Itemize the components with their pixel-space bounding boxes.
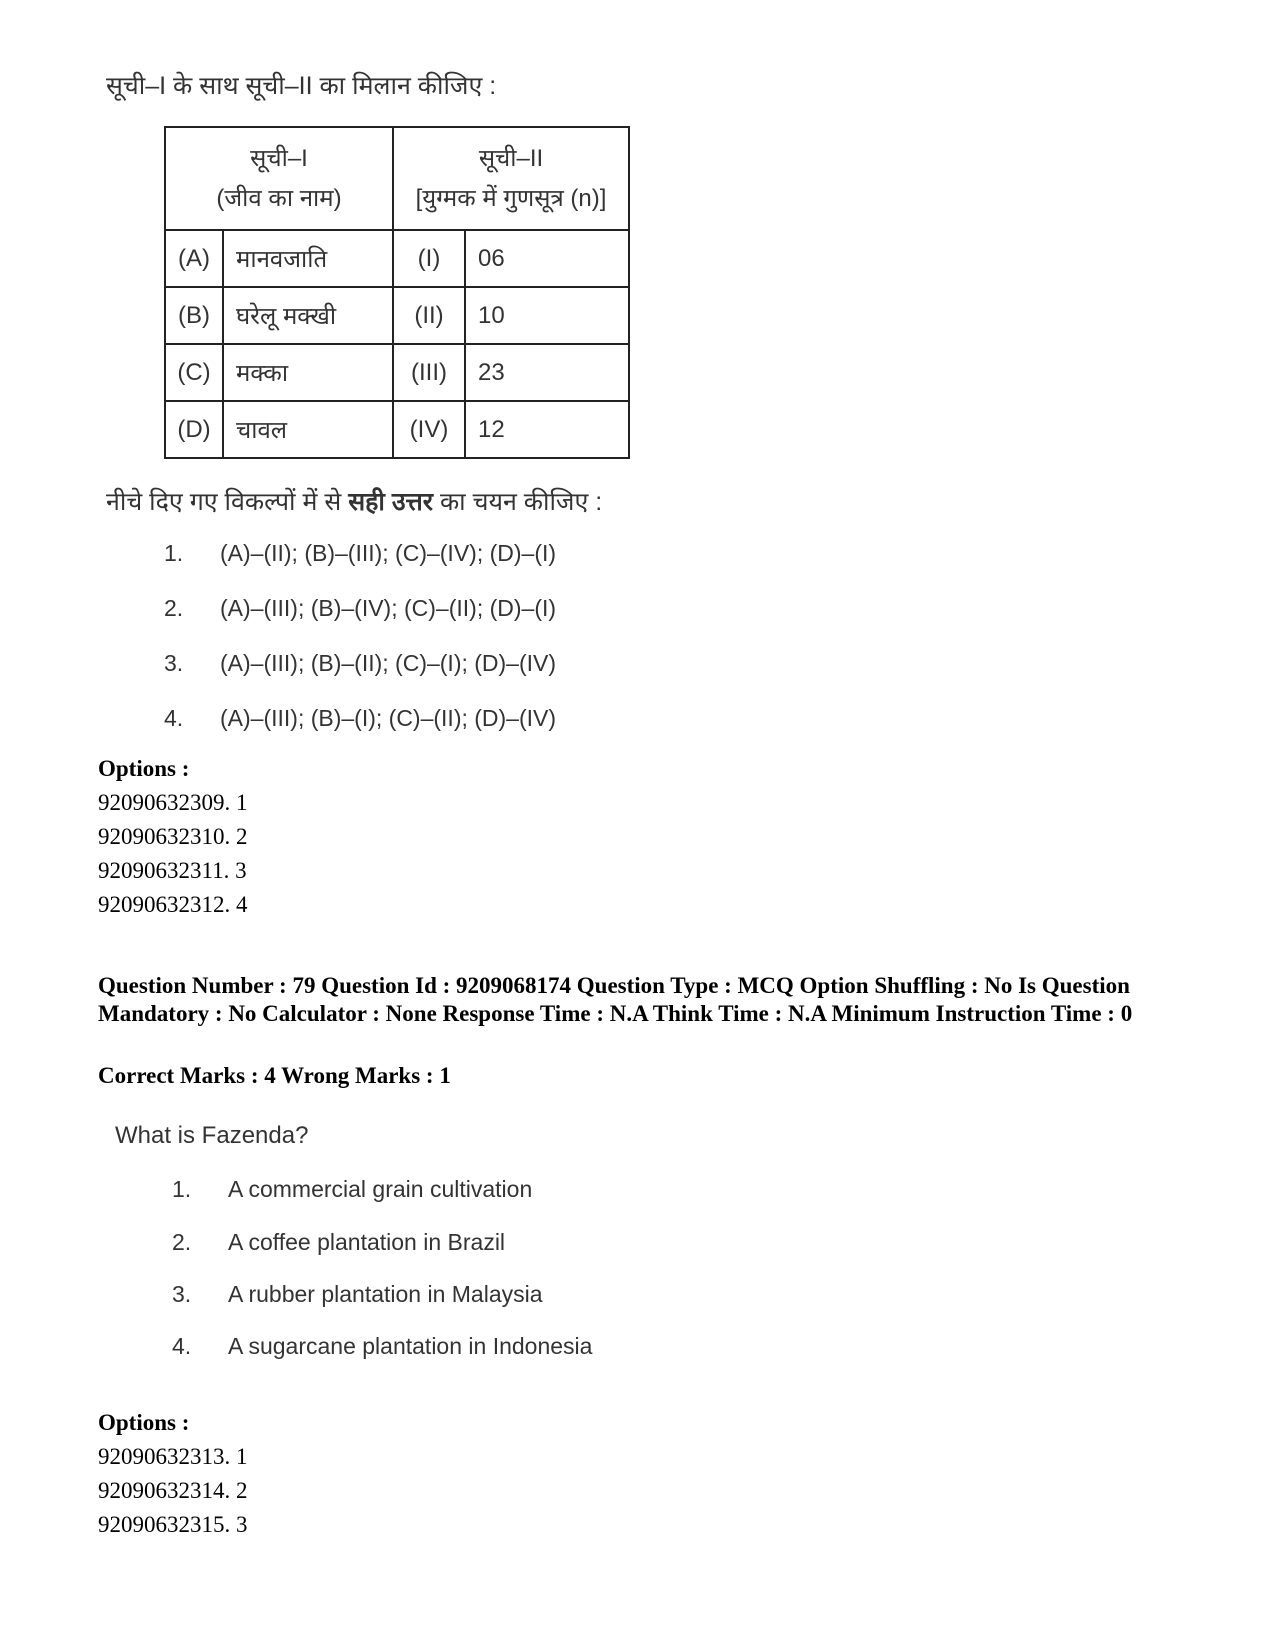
question-text: What is Fazenda? (115, 1122, 309, 1149)
choice-number: 1. (172, 1176, 192, 1202)
row-letter: (A) (165, 230, 223, 287)
list2-header-title: सूची–II (478, 144, 544, 172)
choice-number: 3. (164, 650, 184, 676)
option-id: 92090632315. 3 (98, 1512, 248, 1537)
list1-header-title: सूची–I (250, 144, 308, 172)
select-instruction-prefix: नीचे दिए गए विकल्पों में से (106, 488, 342, 516)
choice-number: 3. (172, 1281, 192, 1307)
choice-item (172, 1229, 505, 1256)
choice-text: (A)–(III); (B)–(IV); (C)–(II); (D)–(I) (220, 595, 557, 621)
choice-text: A sugarcane plantation in Indonesia (228, 1333, 593, 1359)
options-label: Options : (98, 1410, 190, 1435)
choice-number: 1. (164, 540, 184, 566)
choice-number: 2. (164, 595, 184, 621)
choice-text: A rubber plantation in Malaysia (228, 1281, 543, 1307)
row-roman: (I) (393, 230, 465, 287)
select-instruction (106, 484, 602, 518)
row-name: घरेलू मक्खी (223, 287, 393, 344)
choice-text: A commercial grain cultivation (228, 1176, 533, 1202)
option-id: 92090632309. 1 (98, 790, 248, 815)
row-value: 23 (465, 344, 629, 401)
choice-text: A coffee plantation in Brazil (228, 1229, 506, 1255)
table-header-row (165, 127, 629, 230)
list1-header-subtitle: (जीव का नाम) (216, 184, 342, 212)
option-id: 92090632314. 2 (98, 1478, 248, 1503)
table-row (165, 230, 629, 287)
list2-header (393, 127, 629, 230)
choice-item (164, 650, 556, 677)
question-title: सूची–I के साथ सूची–II का मिलान कीजिए : (106, 72, 497, 100)
row-name: मानवजाति (223, 230, 393, 287)
row-name: चावल (223, 401, 393, 458)
choice-number: 4. (164, 705, 184, 731)
choice-text: (A)–(III); (B)–(I); (C)–(II); (D)–(IV) (220, 705, 557, 731)
row-value: 06 (465, 230, 629, 287)
choice-item (164, 540, 556, 567)
row-name: मक्का (223, 344, 393, 401)
row-letter: (B) (165, 287, 223, 344)
select-instruction-bold: सही उत्तर (348, 488, 434, 516)
table-row (165, 287, 629, 344)
select-instruction-suffix: का चयन कीजिए : (439, 488, 603, 516)
choice-number: 2. (172, 1229, 192, 1255)
option-id: 92090632310. 2 (98, 824, 248, 849)
choice-item (172, 1281, 543, 1308)
marks-info: Correct Marks : 4 Wrong Marks : 1 (98, 1063, 451, 1088)
choice-item (172, 1333, 592, 1360)
option-id: 92090632311. 3 (98, 858, 247, 883)
options-label: Options : (98, 756, 190, 781)
table-row (165, 401, 629, 458)
row-value: 12 (465, 401, 629, 458)
row-value: 10 (465, 287, 629, 344)
question-meta: Question Number : 79 Question Id : 9209068174 Question Type : MCQ Option Shuffling : No Is Question Mandatory : No Calculator : None Response Time : N.A Think Time : N.A Minimum Instruction Time : 0 (98, 973, 1133, 1026)
row-letter: (C) (165, 344, 223, 401)
row-letter: (D) (165, 401, 223, 458)
option-id: 92090632313. 1 (98, 1444, 248, 1469)
choice-item (172, 1176, 532, 1203)
choice-text: (A)–(II); (B)–(III); (C)–(IV); (D)–(I) (220, 540, 557, 566)
list2-header-subtitle: [युग्मक में गुणसूत्र (n)] (415, 184, 607, 212)
choice-item (164, 705, 556, 732)
table-row (165, 344, 629, 401)
row-roman: (II) (393, 287, 465, 344)
choice-text: (A)–(III); (B)–(II); (C)–(I); (D)–(IV) (220, 650, 557, 676)
row-roman: (IV) (393, 401, 465, 458)
match-table (164, 126, 630, 459)
choice-number: 4. (172, 1333, 192, 1359)
row-roman: (III) (393, 344, 465, 401)
choice-item (164, 595, 556, 622)
option-id: 92090632312. 4 (98, 892, 248, 917)
list1-header (165, 127, 393, 230)
